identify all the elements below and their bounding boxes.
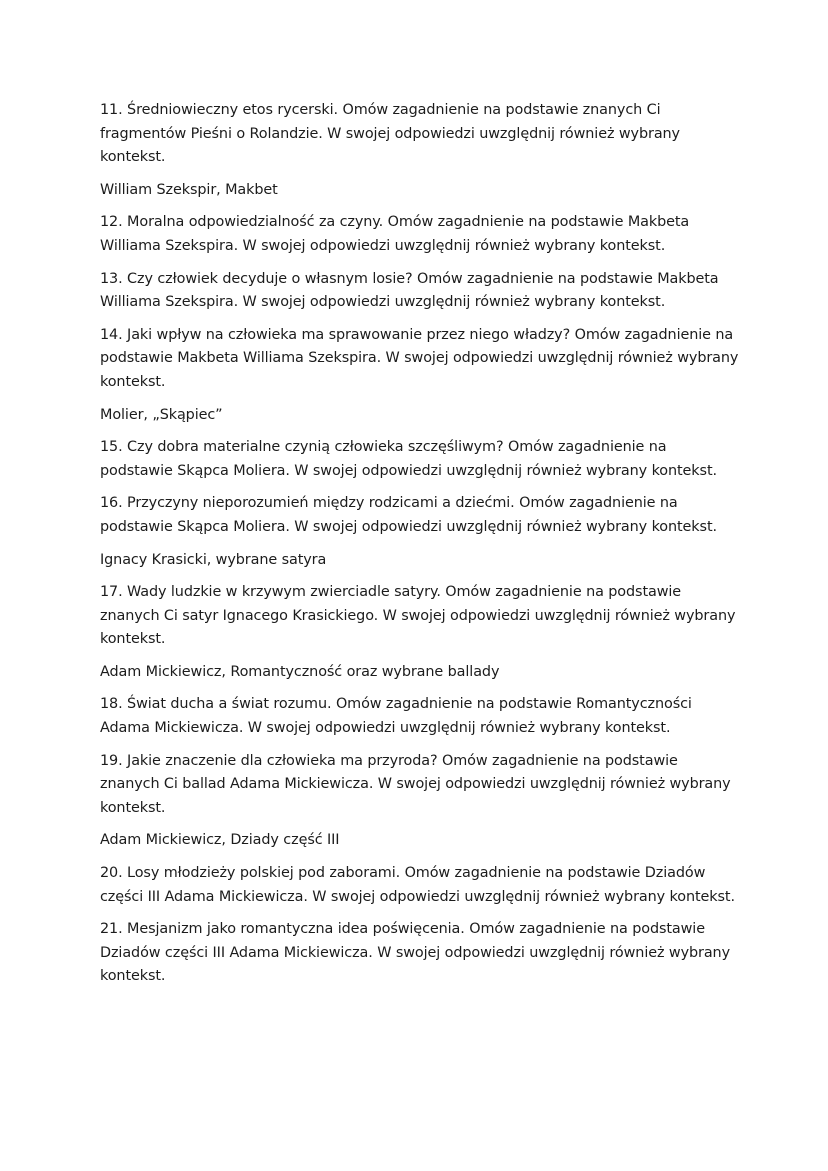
section-heading-krasicki: Ignacy Krasicki, wybrane satyra xyxy=(100,551,327,568)
question-19: 19. Jakie znaczenie dla człowieka ma przyroda? Omów zagadnienie na podstawie znanych Ci ballad Adama Mickiewicza. W swojej odpowiedzi uwzględnij również wybrany kontekst. xyxy=(100,752,731,816)
question-21: 21. Mesjanizm jako romantyczna idea poświęcenia. Omów zagadnienie na podstawie Dziadów części III Adama Mickiewicza. W swojej odpowiedzi uwzględnij również wybrany kontekst. xyxy=(100,921,730,985)
question-11: 11. Średniowieczny etos rycerski. Omów zagadnienie na podstawie znanych Ci fragmentów Pieśni o Rolandzie. W swojej odpowiedzi uwzględnij również wybrany kontekst. xyxy=(100,102,680,166)
question-13: 13. Czy człowiek decyduje o własnym losie? Omów zagadnienie na podstawie Makbeta Williama Szekspira. W swojej odpowiedzi uwzględnij również wybrany kontekst. xyxy=(100,270,719,311)
section-heading-ballady: Adam Mickiewicz, Romantyczność oraz wybrane ballady xyxy=(100,663,500,680)
question-16: 16. Przyczyny nieporozumień między rodzicami a dziećmi. Omów zagadnienie na podstawie Skąpca Moliera. W swojej odpowiedzi uwzględnij również wybrany kontekst. xyxy=(100,495,717,535)
question-17: 17. Wady ludzkie w krzywym zwierciadle satyry. Omów zagadnienie na podstawie znanych Ci satyr Ignacego Krasickiego. W swojej odpowiedzi uwzględnij również wybrany kontekst. xyxy=(100,584,736,648)
section-heading-makbet: William Szekspir, Makbet xyxy=(100,181,278,198)
section-heading-skapiec: Molier, „Skąpiec” xyxy=(100,406,223,423)
section-heading-dziady: Adam Mickiewicz, Dziady część III xyxy=(100,832,340,849)
question-14: 14. Jaki wpływ na człowieka ma sprawowanie przez niego władzy? Omów zagadnienie na podstawie Makbeta Williama Szekspira. W swojej odpowiedzi uwzględnij również wybrany kontekst. xyxy=(100,326,739,390)
question-20: 20. Losy młodzieży polskiej pod zaborami. Omów zagadnienie na podstawie Dziadów części III Adama Mickiewicza. W swojej odpowiedzi uwzględnij również wybrany kontekst. xyxy=(100,865,735,905)
document-page xyxy=(100,99,740,998)
question-12: 12. Moralna odpowiedzialność za czyny. Omów zagadnienie na podstawie Makbeta Williama Szekspira. W swojej odpowiedzi uwzględnij również wybrany kontekst. xyxy=(100,214,690,254)
question-15: 15. Czy dobra materialne czynią człowieka szczęśliwym? Omów zagadnienie na podstawie Skąpca Moliera. W swojej odpowiedzi uwzględnij również wybrany kontekst. xyxy=(100,439,717,479)
question-18: 18. Świat ducha a świat rozumu. Omów zagadnienie na podstawie Romantyczności Adama Mickiewicza. W swojej odpowiedzi uwzględnij również wybrany kontekst. xyxy=(100,696,692,737)
